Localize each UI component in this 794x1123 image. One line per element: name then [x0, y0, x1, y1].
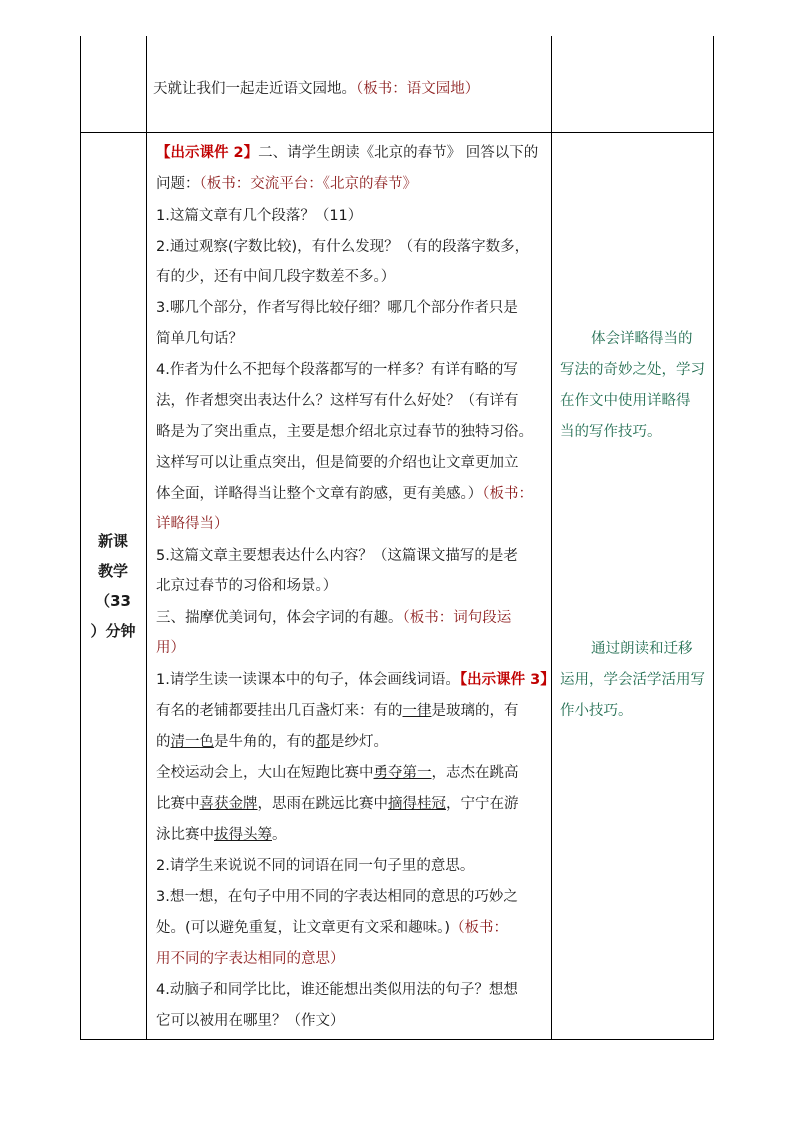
- content-text: 问题：: [156, 176, 200, 192]
- example-sentence: [156, 789, 519, 819]
- row1-text: 天就让我们一起走近语文园地。: [153, 81, 356, 97]
- content-line: 2.请学生来说说不同的词语在同一句子里的意思。: [156, 858, 475, 874]
- row1-board-note: （板书：语文园地）: [356, 81, 480, 97]
- board-note: （板书：词句段运: [402, 610, 512, 626]
- underlined-word: 清一色: [170, 734, 214, 750]
- goal-line: 作小技巧。: [560, 703, 633, 719]
- content-line: 4.作者为什么不把每个段落都写的一样多？有详有略的写: [156, 362, 518, 378]
- content-line: [156, 603, 511, 633]
- underlined-word: 都: [315, 734, 330, 750]
- content-text: 1.请学生读一读课本中的句子，体会画线词语。: [156, 672, 460, 688]
- underlined-word: 勇夺第一: [373, 765, 432, 781]
- board-note: 详略得当）: [156, 516, 229, 532]
- underlined-word: 喜获金牌: [199, 796, 258, 812]
- table-divider-2: [551, 36, 552, 1040]
- content-line: 它可以被用在哪里？（作文）: [156, 1013, 345, 1029]
- content-text: 的: [156, 734, 171, 750]
- section-label-line3: （33: [95, 592, 131, 610]
- courseware-tag: 【出示课件 3】: [459, 672, 555, 688]
- goal-line: 通过朗读和迁移: [591, 641, 693, 657]
- content-text: 有名的老铺都要挂出几百盏灯来：有的: [156, 703, 403, 719]
- board-note: 用不同的字表达相同的意思）: [156, 951, 345, 967]
- content-text: ，志杰在跳高: [431, 765, 519, 781]
- content-line: [156, 479, 533, 509]
- content-line: 这样写可以让重点突出，但是简要的介绍也让文章更加立: [156, 455, 519, 471]
- goal-line: 写法的奇妙之处，学习: [560, 362, 705, 378]
- content-line: [156, 138, 538, 168]
- courseware-tag: 【出示课件 2】: [156, 145, 259, 161]
- content-text: 比赛中: [156, 796, 200, 812]
- underlined-word: 摘得桂冠: [388, 796, 446, 812]
- content-line: [156, 913, 508, 943]
- content-text: 全校运动会上，大山在短跑比赛中: [156, 765, 374, 781]
- content-text: 三、揣摩优美词句，体会字词的有趣。: [156, 610, 403, 626]
- content-line: 北京过春节的习俗和场景。）: [156, 578, 338, 594]
- content-text: ，思雨在跳远比赛中: [257, 796, 388, 812]
- example-sentence: [156, 820, 287, 850]
- section-label-line2: 教学: [97, 562, 128, 580]
- table-divider-1: [146, 36, 147, 1040]
- content-text: ，宁宁在游: [446, 796, 519, 812]
- content-text: 是玻璃的，有: [431, 703, 519, 719]
- content-line: 3.哪几个部分，作者写得比较仔细？哪几个部分作者只是: [156, 300, 518, 316]
- table-border-bottom: [80, 1039, 714, 1040]
- board-note: （板书：: [450, 920, 509, 936]
- content-line: [156, 169, 417, 199]
- goal-line: 体会详略得当的: [591, 331, 693, 347]
- content-text: 是纱灯。: [330, 734, 388, 750]
- underlined-word: 拔得头筹: [214, 827, 272, 843]
- example-sentence: [156, 696, 519, 726]
- underlined-word: 一律: [402, 703, 432, 719]
- example-sentence: [156, 758, 519, 788]
- content-line: 简单几句话？: [156, 331, 243, 347]
- content-text: 是牛角的，有的: [214, 734, 316, 750]
- content-text: 体全面，详略得当让整个文章有韵感，更有美感。）: [156, 486, 483, 502]
- board-note: 用）: [156, 640, 185, 656]
- goal-line: 运用，学会活学活用写: [560, 672, 705, 688]
- content-line: 4.动脑子和同学比比，谁还能想出类似用法的句子？想想: [156, 982, 518, 998]
- content-line: 5.这篇文章主要想表达什么内容？（这篇课文描写的是老: [156, 548, 518, 564]
- content-line: [156, 665, 555, 695]
- board-note: （板书：交流平台：《北京的春节》: [199, 176, 417, 192]
- example-sentence: [156, 727, 388, 757]
- row-divider: [80, 132, 714, 133]
- content-line: 1.这篇文章有几个段落？（11）: [156, 208, 363, 224]
- content-text: 处。(可以避免重复，让文章更有文采和趣味。): [156, 920, 451, 936]
- row1-line: [153, 74, 479, 104]
- content-line: 有的少，还有中间几段字数差不多。）: [156, 269, 396, 285]
- goal-line: 当的写作技巧。: [560, 424, 662, 440]
- content-text: 泳比赛中: [156, 827, 214, 843]
- content-line: 3.想一想，在句子中用不同的字表达相同的意思的巧妙之: [156, 889, 518, 905]
- goal-line: 在作文中使用详略得: [560, 393, 691, 409]
- content-line: 法，作者想突出表达什么？这样写有什么好处？（有详有: [156, 393, 519, 409]
- content-line: 2.通过观察(字数比较)，有什么发现？（有的段落字数多，: [156, 239, 530, 255]
- section-label: [80, 526, 146, 646]
- section-label-line1: 新课: [97, 532, 128, 550]
- board-note: （板书：: [482, 486, 533, 502]
- section-label-line4: ）分钟: [90, 622, 136, 640]
- lesson-table: [80, 36, 714, 1040]
- table-border-right: [713, 36, 714, 1040]
- content-line: 略是为了突出重点，主要是想介绍北京过春节的独特习俗。: [156, 424, 533, 440]
- content-text: 。: [272, 827, 287, 843]
- content-text: 二、请学生朗读《北京的春节》 回答以下的: [258, 145, 539, 161]
